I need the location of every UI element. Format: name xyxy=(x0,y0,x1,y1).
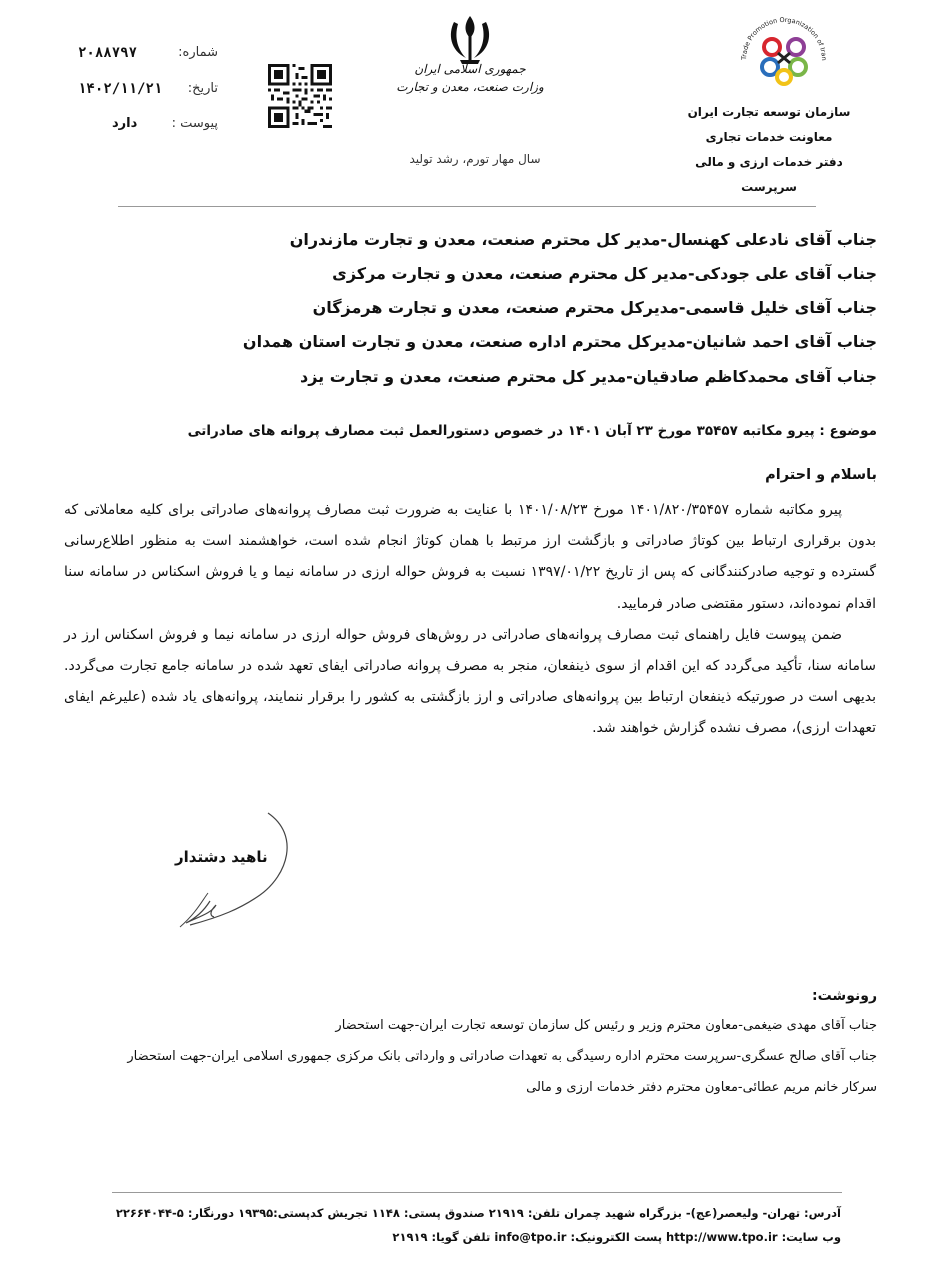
ministry-line-2: وزارت صنعت، معدن و تجارت xyxy=(396,80,544,94)
cc-line: سرکار خانم مریم عطائی-معاون محترم دفتر خدمات ارزی و مالی xyxy=(526,1080,877,1095)
org-line-3: دفتر خدمات ارزی و مالی xyxy=(695,155,843,169)
recipient-line: جناب آقای احمد شانیان-مدیرکل محترم اداره صنعت، معدن و تجارت استان همدان xyxy=(242,332,877,351)
body-paragraph: پیرو مکاتبه شماره ۱۴۰۱/۸۲۰/۳۵۴۵۷ مورخ ۱۴۰۱/۰۸/۲۳ با عنایت به ضرورت ثبت مصارف پروانه‌های صادراتی برای کلیه معاملاتی که بدون برقراری ارتباط بین کوتاژ صادراتی و بازگشت ارز مرتبط با همان کوتاژ انجام شده است، خواهشمند است به منظور اطلاع‌رسانی گسترده و توجیه صادرکنندگانی که پس از تاریخ ۱۳۹۷/۰۱/۲۲ نسبت به فروش حواله ارزی در سامانه نیما و یا فروش اسکناس در سامانه سنا اقدام نموده‌اند، دستور مقتضی صادر فرمایید. xyxy=(64,502,876,612)
cc-title: رونوشت: xyxy=(812,988,877,1004)
letter-number xyxy=(78,45,218,65)
ministry-name xyxy=(395,60,545,96)
cc-line: جناب آقای صالح عسگری-سرپرست محترم اداره رسیدگی به تعهدات صادراتی و وارداتی بانک مرکزی جمهوری اسلامی ایران-جهت استحضار xyxy=(127,1049,877,1064)
attachment-value: دارد xyxy=(112,116,138,131)
greeting: باسلام و احترام xyxy=(765,467,877,483)
header-divider xyxy=(118,206,816,207)
recipient-line: جناب آقای نادعلی کهنسال-مدیر کل محترم صنعت، معدن و تجارت مازندران xyxy=(289,230,877,249)
year-slogan: سال مهار تورم، رشد تولید xyxy=(409,152,541,166)
letter-body xyxy=(64,495,876,745)
letter-attachment xyxy=(78,116,218,136)
footer-contact: وب سایت: http://www.tpo.ir پست الکترونیک: info@tpo.ir تلفن گویا: ۲۱۹۱۹ xyxy=(392,1230,841,1244)
letter-number-label: شماره: xyxy=(178,45,218,60)
footer-divider xyxy=(112,1192,842,1193)
org-line-4: سرپرست xyxy=(741,180,797,194)
recipient-line: جناب آقای محمدکاظم صادقیان-مدیر کل محترم صنعت، معدن و تجارت یزد xyxy=(300,367,877,386)
attachment-label: پیوست : xyxy=(171,116,218,131)
letter-date-value: ۱۴۰۲/۱۱/۲۱ xyxy=(78,81,163,97)
org-line-1: سازمان توسعه تجارت ایران xyxy=(687,105,851,119)
signer-name: ناهید دشتدار xyxy=(175,848,268,866)
recipient-line: جناب آقای علی جودکی-مدیر کل محترم صنعت، معدن و تجارت مرکزی xyxy=(332,264,877,283)
tpo-logo xyxy=(724,5,844,100)
footer-address: آدرس: تهران- ولیعصر(عج)- بزرگراه شهید چمران تلفن: ۲۱۹۱۹ صندوق پستی: ۱۱۴۸ تجریش کدپستی:۱۹۳۹۵ دورنگار: ۵-۲۲۶۶۴۰۴۴ xyxy=(115,1206,841,1220)
body-paragraph: ضمن پیوست فایل راهنمای ثبت مصارف پروانه‌های صادراتی در روش‌های فروش حواله ارزی در سامانه نیما و فروش اسکناس ارز در سامانه سنا، تأکید می‌گردد که این اقدام از سوی ذینفعان، منجر به مصرف پروانه صادراتی ایفای تعهد شده در سامانه جامع تجارت می‌گردد. بدیهی است در صورتیکه ذینفعان ارتباط بین پروانه‌های صادراتی و ارز بازگشتی به کشور را برقرار ننمایند، پروانه‌های یاد شده (علیرغم ایفای تعهدات ارزی)، مصرف نشده گزارش خواهند شد. xyxy=(64,626,876,737)
recipient-line: جناب آقای خلیل قاسمی-مدیرکل محترم صنعت، معدن و تجارت هرمزگان xyxy=(312,298,877,317)
letter-date xyxy=(78,81,218,101)
subject-line: موضوع : پیرو مکاتبه ۳۵۴۵۷ مورخ ۲۳ آبان ۱۴۰۱ در خصوص دستورالعمل ثبت مصارف پروانه های صادراتی xyxy=(187,423,877,439)
handwritten-signature xyxy=(150,805,310,935)
cc-line: جناب آقای مهدی ضیغمی-معاون محترم وزیر و رئیس کل سازمان توسعه تجارت ایران-جهت استحضار xyxy=(335,1018,877,1033)
org-block xyxy=(669,100,869,200)
qr-code-icon xyxy=(268,64,332,128)
ministry-line-1: جمهوری اسلامی ایران xyxy=(414,62,526,76)
logo-ring-text: Trade Promotion Organization of Iran xyxy=(739,15,829,61)
letter-date-label: تاریخ: xyxy=(187,81,218,96)
org-line-2: معاونت خدمات تجاری xyxy=(705,130,833,144)
letter-number-value: ۲۰۸۸۷۹۷ xyxy=(78,45,138,61)
svg-text:Trade Promotion Organization o xyxy=(740,16,828,61)
